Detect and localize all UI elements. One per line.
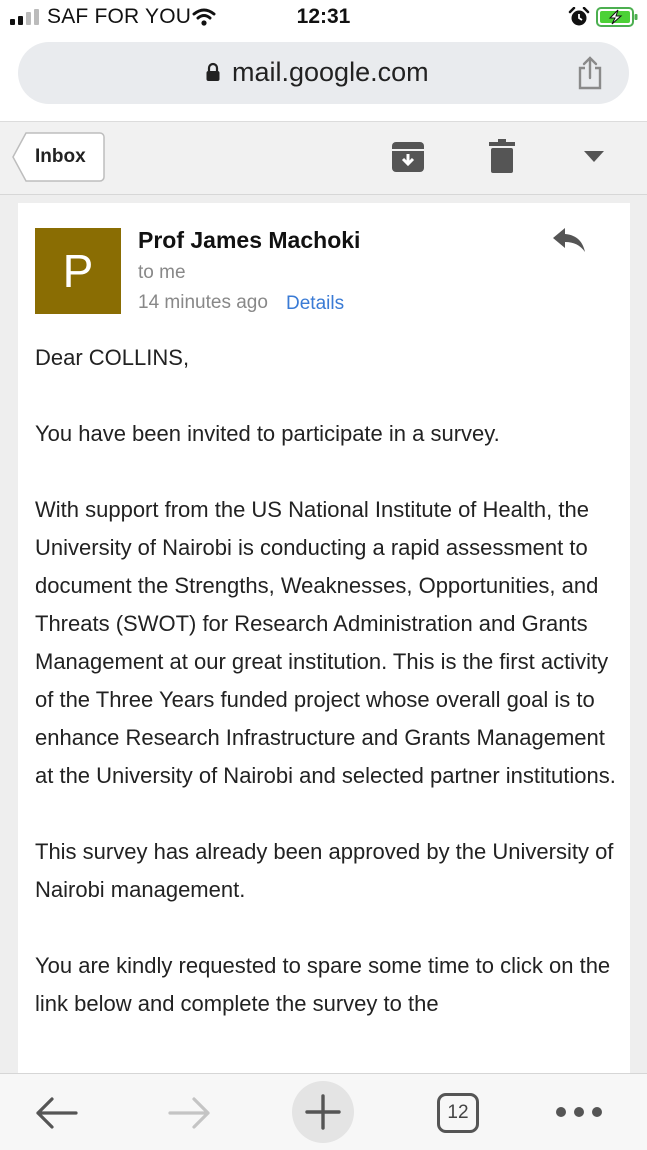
sender-name: Prof James Machoki (138, 227, 361, 253)
sender-avatar: P (35, 228, 121, 314)
archive-icon[interactable] (391, 140, 425, 174)
gmail-toolbar (0, 121, 647, 195)
signal-strength-icon (10, 9, 40, 25)
browser-bottom-bar (0, 1073, 647, 1150)
inbox-label: Inbox (35, 146, 86, 167)
email-paragraph: With support from the US National Institute of Health, the University of Nairobi is conducting a rapid assessment to document the Strengths, Weaknesses, Opportunities, and Threats (SWOT) for Research Administration and Grants Management at our great institution. This is the first activity of the Three Years funded project whose overall goal is to enhance Research Infrastructure and Grants Management at the University of Nairobi and selected partner institutions. (35, 497, 616, 788)
battery-charging-icon (596, 7, 638, 27)
reply-icon[interactable] (552, 227, 586, 253)
back-to-inbox-button[interactable] (12, 132, 105, 182)
url-text[interactable]: mail.google.com (232, 57, 429, 87)
status-bar (0, 0, 647, 36)
email-card (18, 203, 630, 1073)
address-bar[interactable] (18, 42, 629, 104)
trash-icon[interactable] (489, 139, 515, 173)
email-time: 14 minutes ago (138, 292, 268, 313)
arrow-right-icon[interactable] (168, 1096, 212, 1130)
share-icon[interactable] (576, 56, 604, 90)
carrier-name: SAF FOR YOU (47, 5, 192, 28)
email-paragraph: Dear COLLINS, (35, 345, 190, 370)
alarm-icon (568, 7, 590, 27)
arrow-left-icon[interactable] (34, 1096, 78, 1130)
status-time: 12:31 (296, 5, 351, 28)
lock-icon (206, 62, 220, 82)
plus-icon (305, 1094, 341, 1130)
email-paragraph: You are kindly requested to spare some time to click on the link below and complete the survey to the (35, 953, 611, 1016)
details-link[interactable]: Details (286, 293, 345, 314)
more-options-icon[interactable] (555, 1106, 603, 1118)
recipient-label: to me (138, 262, 186, 283)
wifi-icon (192, 8, 216, 26)
email-view (0, 195, 647, 1073)
email-paragraph: This survey has already been approved by the University of Nairobi management. (35, 839, 614, 902)
email-body (35, 339, 625, 1061)
tab-switcher-button[interactable]: 12 (437, 1093, 479, 1133)
new-tab-button[interactable] (292, 1081, 354, 1143)
browser-address-area (0, 36, 647, 121)
chevron-down-icon[interactable] (584, 151, 604, 163)
email-paragraph: You have been invited to participate in a survey. (35, 421, 500, 446)
